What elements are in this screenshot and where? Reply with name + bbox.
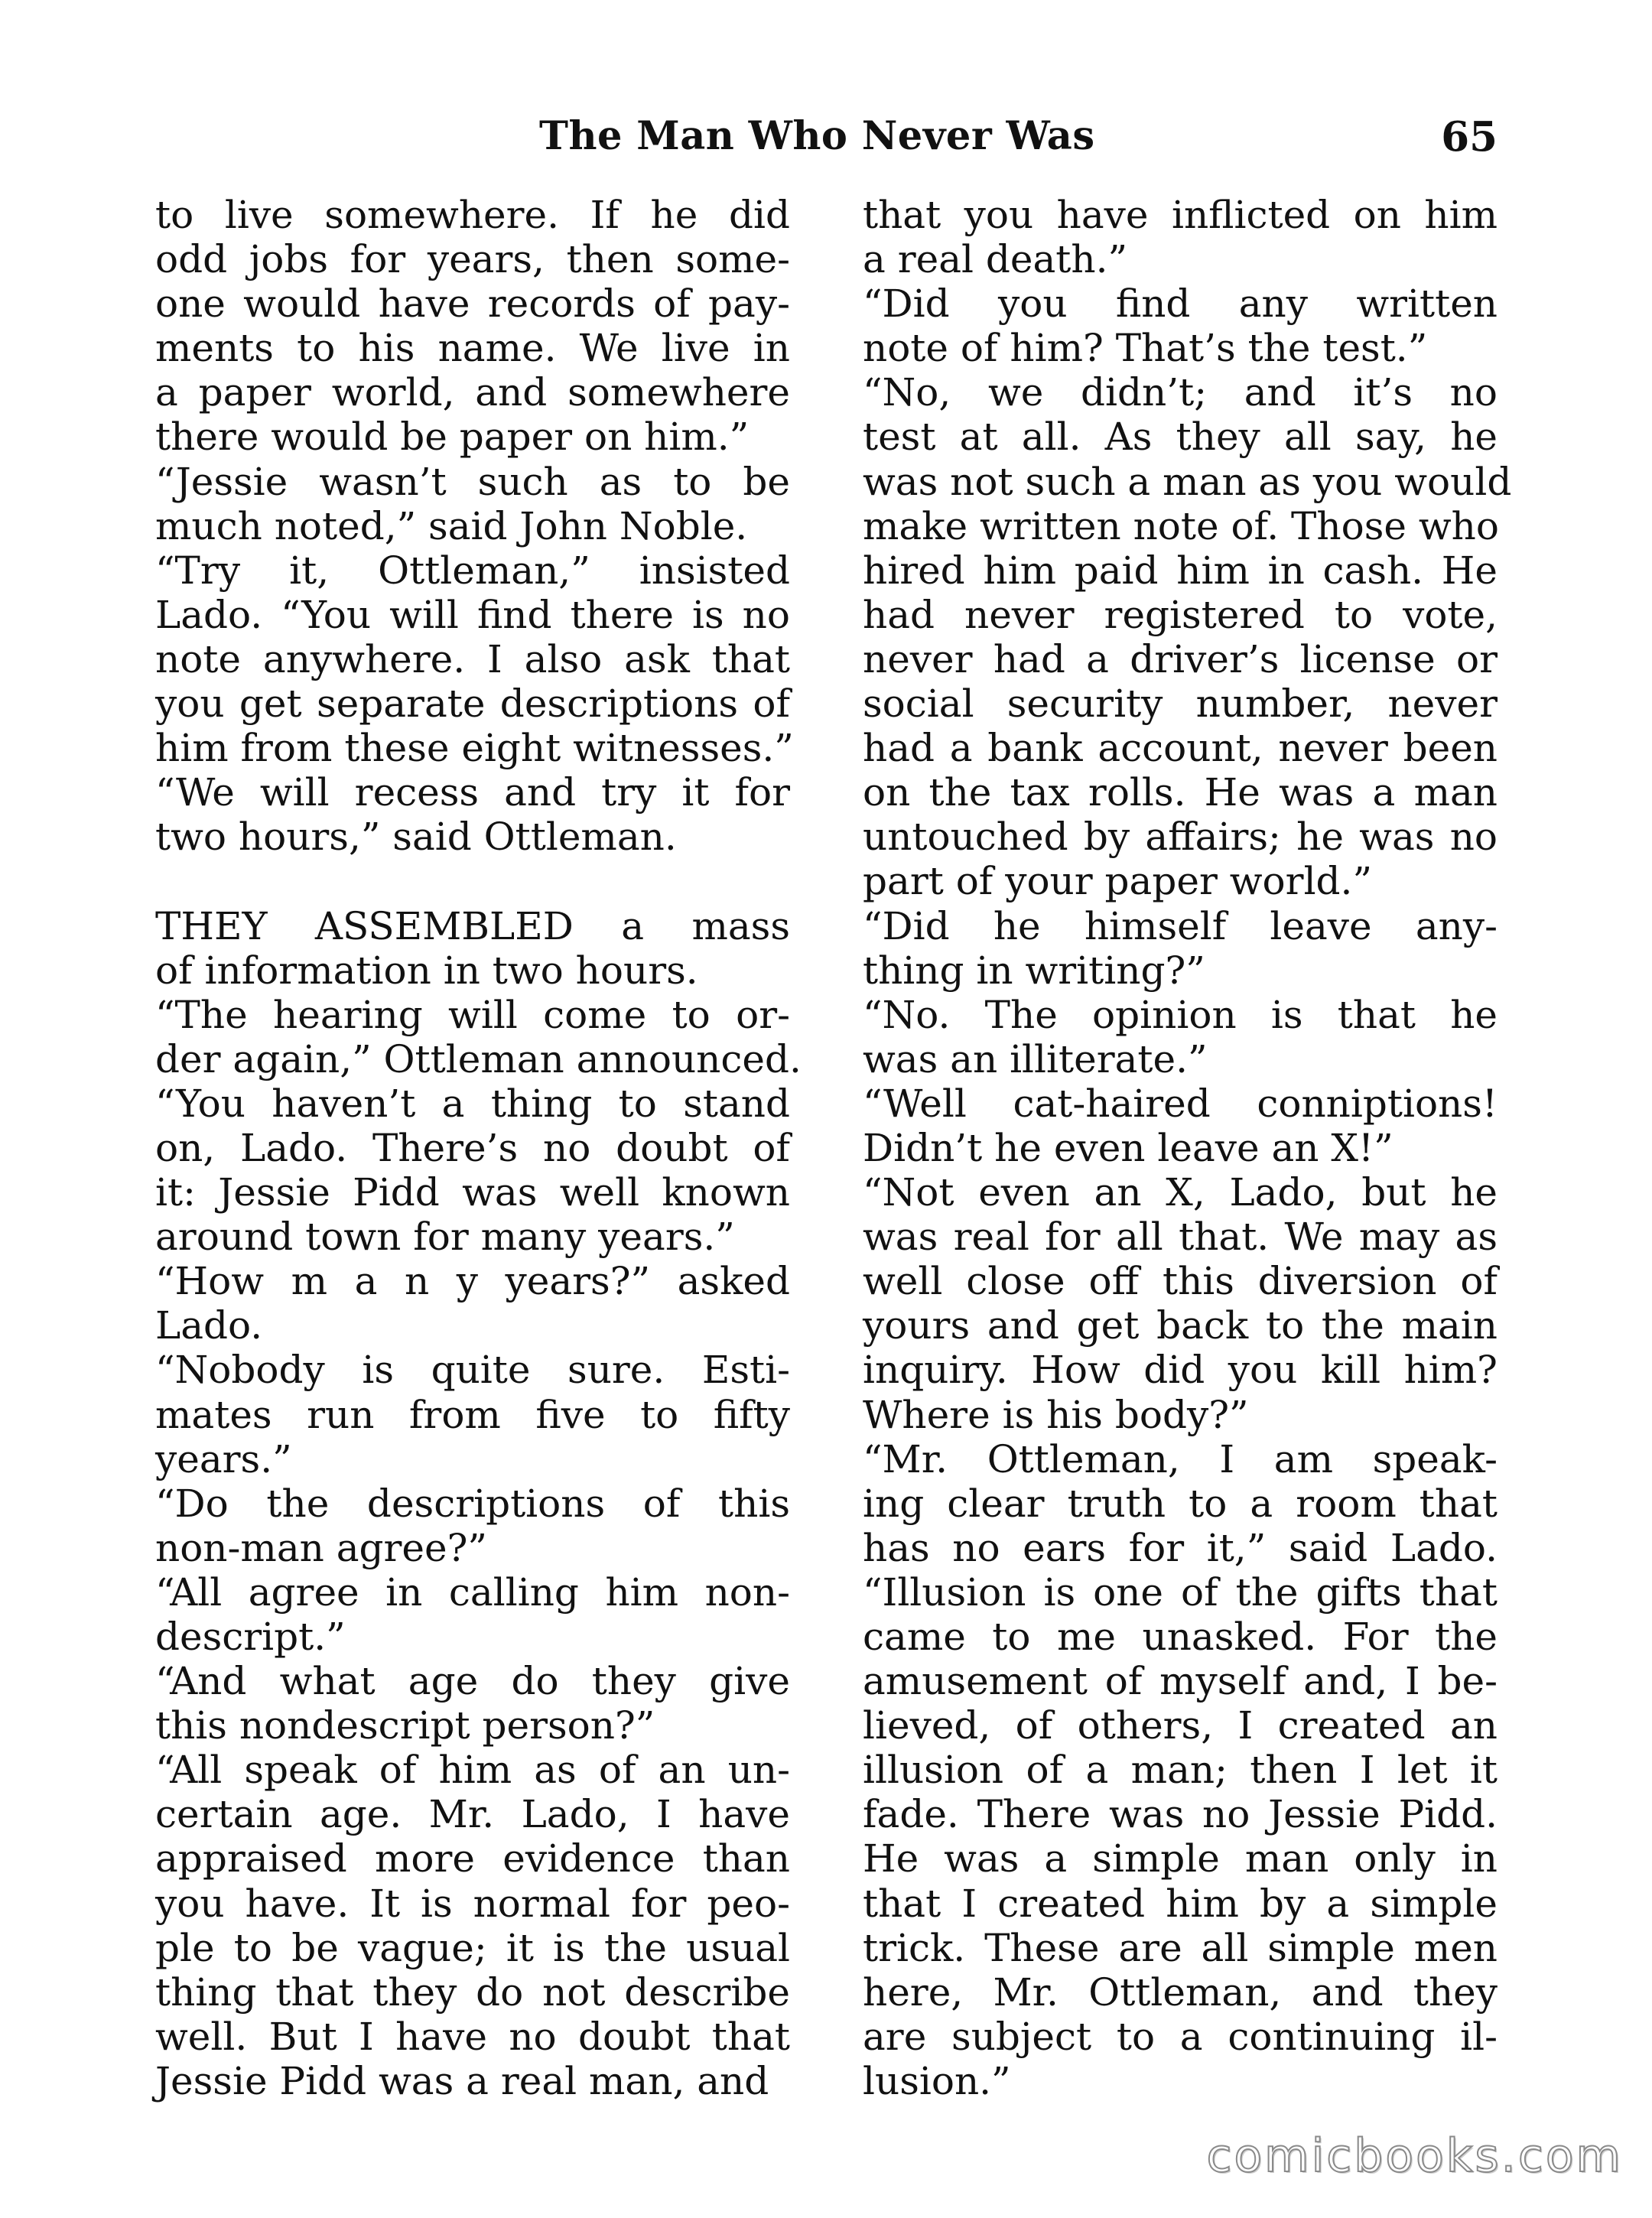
page-header [153,113,1499,174]
text-line: “We will recess and try it for [155,770,790,815]
text-line: “How m a n y years?” asked [155,1259,790,1304]
watermark-logo: comicbooks.com [1206,2129,1623,2183]
text-line: “Mr. Ottleman, I am speak- [863,1436,1498,1481]
text-line: “Nobody is quite sure. Esti- [155,1348,790,1393]
text-line: He was a simple man only in [863,1836,1498,1881]
text-line: Lado. “You will find there is no [155,592,790,637]
text-line: thing in writing?” [863,948,1205,993]
text-line: much noted,” said John Noble. [155,503,748,548]
text-line: ing clear truth to a room that [863,1481,1498,1526]
text-line: had never registered to vote, [863,592,1498,637]
text-line: “No. The opinion is that he [863,992,1498,1037]
text-line: on the tax rolls. He was a man [863,770,1498,815]
text-line: years.” [155,1436,292,1481]
text-line: you have. It is normal for peo- [155,1881,790,1926]
text-line: hired him paid him in cash. He [863,548,1498,593]
text-line: note anywhere. I also ask that [155,636,790,681]
text-line: odd jobs for years, then some- [155,237,790,282]
running-title: The Man Who Never Was [539,113,1095,159]
text-line: test at all. As they all say, he [863,415,1498,460]
page-number: 65 [1441,113,1498,161]
text-line: “Well cat-haired conniptions! [863,1081,1498,1126]
text-line: “No, we didn’t; and it’s no [863,370,1498,415]
text-line: part of your paper world.” [863,859,1373,904]
text-line: was not such a man as you would [863,459,1512,504]
text-line: him from these eight witnesses.” [155,726,794,771]
text-line: illusion of a man; then I let it [863,1748,1498,1793]
text-line: THEY ASSEMBLED a mass [155,903,790,948]
text-line: “Not even an X, Lado, but he [863,1170,1498,1215]
text-line: a real death.” [863,237,1128,282]
text-line: are subject to a continuing il- [863,2014,1498,2059]
text-line: der again,” Ottleman announced. [155,1036,802,1081]
text-line: one would have records of pay- [155,281,790,327]
text-line: “Illusion is one of the gifts that [863,1569,1498,1615]
text-line: certain age. Mr. Lado, I have [155,1792,790,1837]
text-line: note of him? That’s the test.” [863,326,1428,371]
text-line: untouched by affairs; he was no [863,815,1498,860]
text-line: social security number, never [863,681,1498,727]
text-line: Where is his body?” [863,1392,1249,1437]
text-line: lieved, of others, I created an [863,1703,1498,1748]
text-line: thing that they do not describe [155,1969,790,2015]
text-line: to live somewhere. If he did [155,193,790,237]
text-line: came to me unasked. For the [863,1615,1498,1659]
text-line: “Do the descriptions of this [155,1481,790,1526]
text-line: was real for all that. We may as [863,1215,1498,1260]
text-line: fade. There was no Jessie Pidd. [863,1792,1498,1837]
text-line: “And what age do they give [155,1659,790,1704]
text-line: descript.” [155,1615,346,1659]
text-line: appraised more evidence than [155,1836,790,1881]
text-line: “You haven’t a thing to stand [155,1081,790,1126]
text-line: on, Lado. There’s no doubt of [155,1125,790,1170]
text-line: never had a driver’s license or [863,636,1498,681]
text-line: well. But I have no doubt that [155,2014,790,2059]
blank-line [155,859,790,903]
text-line: “Did he himself leave any- [863,903,1498,948]
text-line: well close off this diversion of [863,1259,1498,1304]
text-line: ple to be vague; it is the usual [155,1925,790,1970]
text-line: was an illiterate.” [863,1036,1208,1081]
text-line: “Jessie wasn’t such as to be [155,459,790,504]
text-line: Didn’t he even leave an X!” [863,1125,1393,1170]
text-line: inquiry. How did you kill him? [863,1348,1498,1393]
text-line: that you have inflicted on him [863,193,1498,237]
text-line: “Did you find any written [863,281,1498,327]
text-line: that I created him by a simple [863,1881,1498,1926]
text-line: mates run from five to fifty [155,1392,790,1437]
text-line: has no ears for it,” said Lado. [863,1525,1498,1570]
text-line: a paper world, and somewhere [155,370,790,415]
text-line: yours and get back to the main [863,1303,1498,1348]
text-line: make written note of. Those who [863,503,1499,548]
text-line: “Try it, Ottleman,” insisted [155,548,790,593]
text-line: there would be paper on him.” [155,415,750,460]
text-line: this nondescript person?” [155,1703,655,1748]
text-line: amusement of myself and, I be- [863,1659,1498,1704]
text-line: you get separate descriptions of [155,681,790,727]
text-line: it: Jessie Pidd was well known [155,1170,790,1215]
text-line: had a bank account, never been [863,726,1498,771]
text-line: of information in two hours. [155,948,698,993]
text-line: here, Mr. Ottleman, and they [863,1969,1498,2015]
text-line: two hours,” said Ottleman. [155,815,677,860]
text-line: non-man agree?” [155,1525,487,1570]
text-line: Jessie Pidd was a real man, and [155,2058,769,2103]
text-line: Lado. [155,1303,263,1348]
left-text-column [155,193,802,2103]
text-line: around town for many years.” [155,1215,735,1260]
text-line: trick. These are all simple men [863,1925,1498,1970]
text-line: “All agree in calling him non- [155,1569,790,1615]
text-line: lusion.” [863,2058,1011,2103]
text-line: “All speak of him as of an un- [155,1748,790,1793]
text-line: ments to his name. We live in [155,326,790,371]
right-text-column [863,193,1512,2103]
text-line: “The hearing will come to or- [155,992,790,1037]
